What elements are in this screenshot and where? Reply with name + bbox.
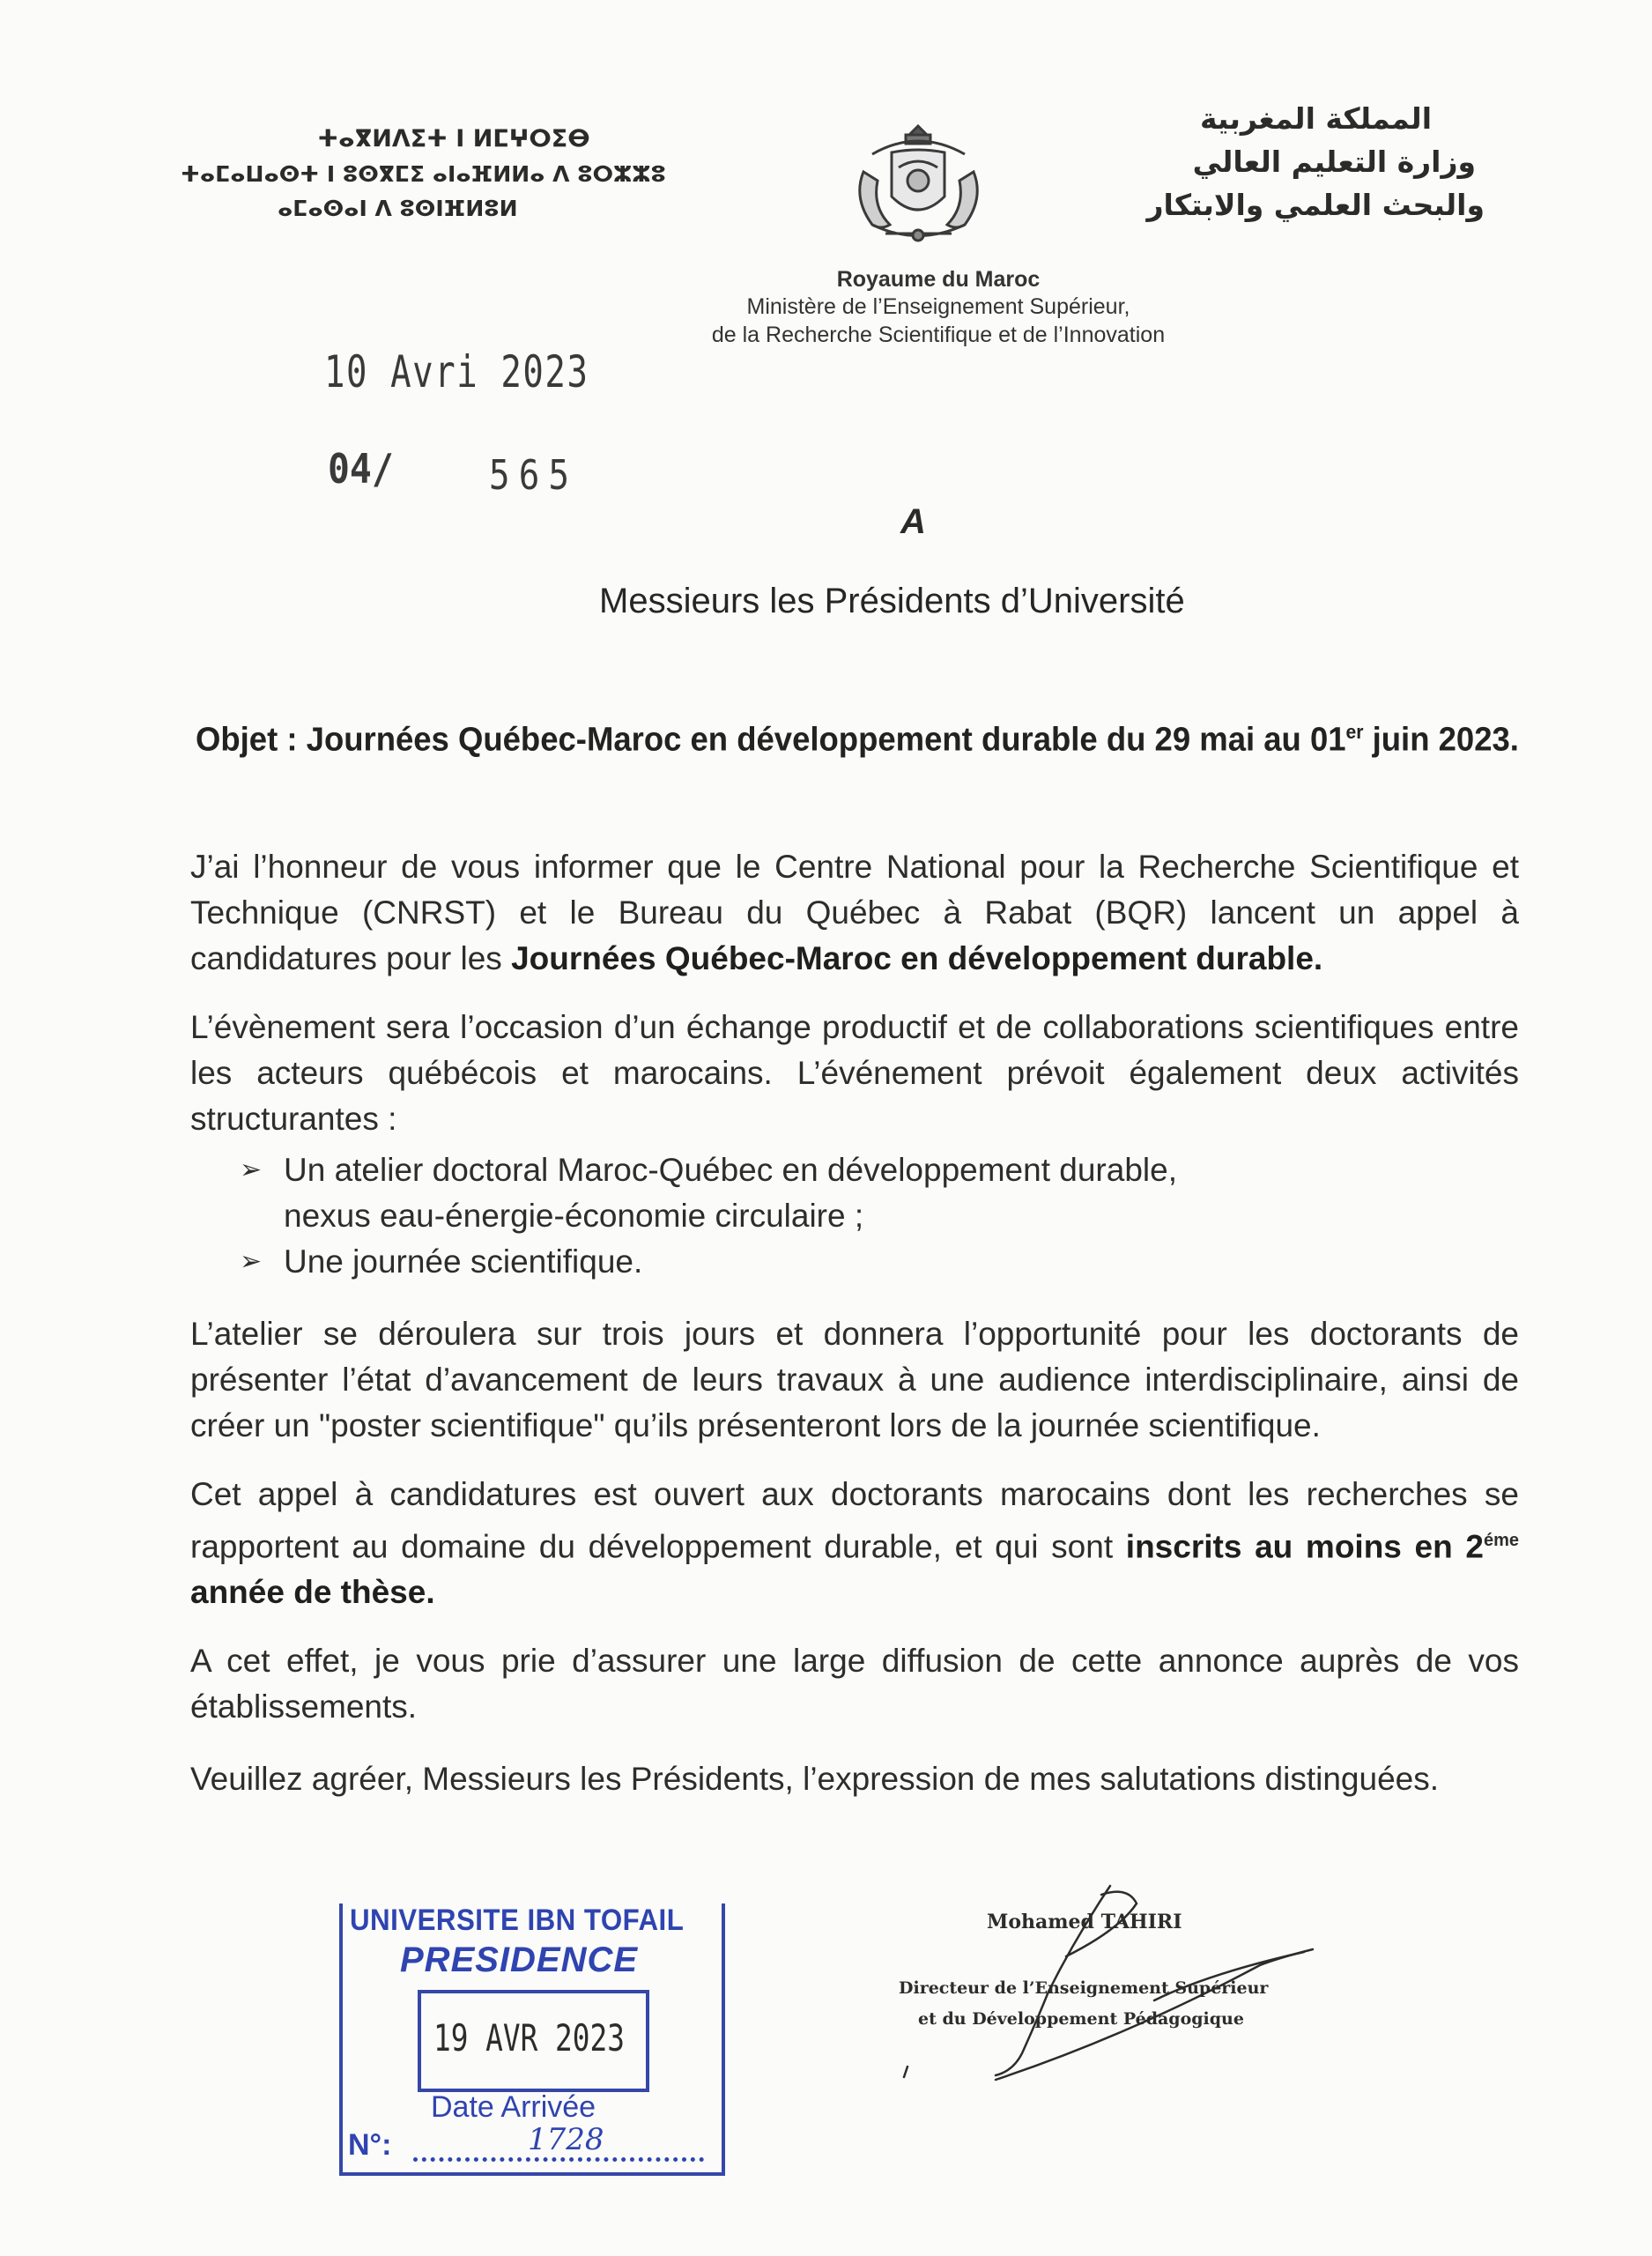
reference-number-prefix: 04/ (328, 445, 394, 493)
recipient-name: Messieurs les Présidents d’Université (599, 582, 1185, 620)
stamp-university: UNIVERSITE IBN TOFAIL (350, 1904, 685, 1937)
reference-number: 565 (489, 451, 579, 499)
stamp-label: Date Arrivée (431, 2090, 596, 2124)
p1-bold: Journées Québec-Maroc en développement durable. (511, 940, 1323, 976)
stamp-number-dots (413, 2157, 704, 2162)
paragraph-3: L’atelier se déroulera sur trois jours et donnera l’opportunité pour les doctorants de présenter l’état d’avancement de leurs travaux à une audience interdisciplinaire, ainsi de créer un "poster scientifique" qu’ils présenteront lors de la journée scientifique. (190, 1316, 1519, 1443)
ministry-country: Royaume du Maroc (836, 267, 1041, 292)
stamp-received-date: 19 AVR 2023 (433, 2016, 625, 2059)
subject-text: Objet : Journées Québec-Maroc en développement durable du 29 mai au 01 (196, 721, 1346, 759)
arabic-line-3: والبحث العلمي والابتكار (1146, 188, 1485, 222)
royal-coat-of-arms-icon (837, 119, 1000, 247)
tifinagh-line-2: ⵜⴰⵎⴰⵡⴰⵙⵜ ⵏ ⵓⵙⴳⵎⵉ ⴰⵏⴰⴼⵍⵍⴰ ⴷ ⵓⵔⵣⵣⵓ (181, 161, 666, 187)
paragraph-2: L’évènement sera l’occasion d’un échange productif et de collaborations scientifiques entre les acteurs québécois et marocains. L’événement prévoit également deux activités structurantes : (190, 1009, 1519, 1137)
paragraph-5: A cet effet, je vous prie d’assurer une large diffusion de cette annonce auprès de vos établissements. (190, 1643, 1519, 1725)
bullet-item-1: ➢ Un atelier doctoral Maroc-Québec en développement durable, nexus eau-énergie-économie circulaire ; (240, 1147, 1519, 1239)
signatory-title-1: Directeur de l’Enseignement Supérieur (899, 1978, 1269, 1998)
stamp-office: PRESIDENCE (400, 1941, 639, 1979)
recipient-prefix: A (900, 502, 926, 541)
stamp-date-box (418, 1990, 649, 2092)
stamp-number: 1728 (528, 2122, 604, 2157)
arrow-bullet-icon: ➢ (240, 1155, 263, 1184)
bullet-list (190, 1147, 1519, 1285)
subject-sup: er (1345, 721, 1364, 743)
arrow-bullet-icon: ➢ (240, 1247, 263, 1276)
ministry-line-2: Ministère de l’Enseignement Supérieur, (746, 294, 1130, 319)
tifinagh-line-3: ⴰⵎⴰⵙⴰⵏ ⴷ ⵓⵙⵏⴼⵍⵓⵍ (278, 196, 518, 221)
ministry-block (608, 266, 1269, 349)
tifinagh-line-1: ⵜⴰⴳⵍⴷⵉⵜ ⵏ ⵍⵎⵖⵔⵉⴱ (317, 125, 590, 152)
paragraph-1: J’ai l’honneur de vous informer que le Centre National pour la Recherche Scientifique et Technique (CNRST) et le Bureau du Québec à Rabat (BQR) lancent un appel à candidatures pour les Journées Québec-Maroc en développement durable. (190, 849, 1519, 976)
bullet-item-2: ➢ Une journée scientifique. (240, 1239, 1519, 1285)
reference-date: 10 Avri 2023 (324, 346, 589, 397)
arabic-header (1146, 101, 1485, 222)
subject-line (196, 721, 1519, 760)
signatory-name: Mohamed TAHIRI (987, 1911, 1182, 1933)
stamp-number-label: N°: (348, 2128, 392, 2162)
arabic-line-2: وزارة التعليم العالي (1192, 145, 1476, 179)
arabic-line-1: المملكة المغربية (1200, 101, 1432, 136)
letter-body (190, 844, 1519, 1802)
ministry-line-3: de la Recherche Scientifique et de l’Innovation (711, 323, 1166, 347)
closing-formula: Veuillez agréer, Messieurs les Présidents, l’expression de mes salutations distinguées. (190, 1761, 1440, 1798)
paragraph-4: Cet appel à candidatures est ouvert aux doctorants marocains dont les recherches se rapportent au domaine du développement durable, et qui sont inscrits au moins en $2^{éme}$ année de thèse. (190, 1476, 1519, 1611)
reception-stamp (339, 1904, 725, 2176)
signatory-title-2: et du Développement Pédagogique (918, 2009, 1244, 2029)
tifinagh-header (181, 125, 762, 221)
subject-text-end: juin 2023. (1363, 721, 1519, 759)
signature-block (890, 1877, 1322, 2097)
